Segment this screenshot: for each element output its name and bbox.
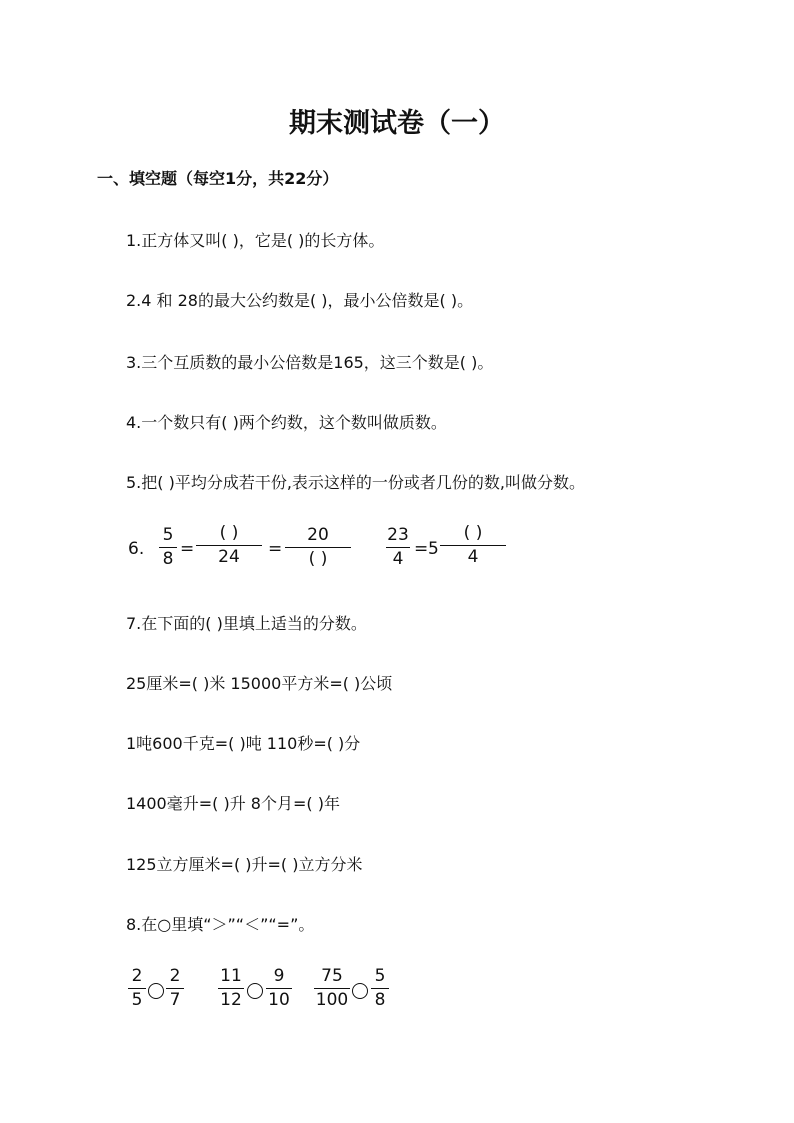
numerator: 2 bbox=[169, 966, 181, 986]
denominator: 12 bbox=[220, 990, 242, 1010]
numerator: 23 bbox=[387, 525, 409, 545]
page-title: 期末测试卷（一） bbox=[289, 108, 505, 139]
denominator: 24 bbox=[218, 547, 240, 567]
fraction-bar bbox=[166, 988, 184, 989]
denominator: 100 bbox=[315, 990, 349, 1010]
numerator: 5 bbox=[162, 525, 174, 545]
whole-number: 5 bbox=[428, 539, 439, 559]
compare-circle-blank[interactable] bbox=[352, 983, 368, 999]
fraction-bar bbox=[218, 988, 244, 989]
question-3: 3.三个互质数的最小公倍数是165，这三个数是( )。 bbox=[126, 353, 494, 372]
question-4: 4.一个数只有( )两个约数，这个数叫做质数。 bbox=[126, 413, 447, 432]
fraction-bar bbox=[196, 545, 262, 546]
q7-line-4: 125立方厘米=( )升=( )立方分米 bbox=[126, 855, 363, 874]
q6-fraction-1 bbox=[159, 527, 177, 568]
equals-sign: = bbox=[268, 539, 283, 559]
q7-line-1: 25厘米=( )米 15000平方米=( )公顷 bbox=[126, 674, 393, 693]
denominator: 4 bbox=[392, 549, 404, 569]
fraction-bar bbox=[285, 547, 351, 548]
numerator: 9 bbox=[273, 966, 285, 986]
fraction-bar bbox=[440, 545, 506, 546]
q6-fraction-3 bbox=[285, 527, 351, 568]
numerator-blank: ( ) bbox=[219, 523, 239, 543]
compare-fraction-right bbox=[371, 968, 389, 1009]
denominator: 8 bbox=[374, 990, 386, 1010]
fraction-bar bbox=[371, 988, 389, 989]
q6-fraction-5 bbox=[440, 525, 506, 566]
fraction-bar bbox=[159, 547, 177, 548]
compare-fraction-left bbox=[218, 968, 244, 1009]
denominator: 4 bbox=[467, 547, 479, 567]
q7-line-3: 1400毫升=( )升 8个月=( )年 bbox=[126, 794, 340, 813]
fraction-bar bbox=[386, 547, 410, 548]
compare-fraction-right bbox=[266, 968, 292, 1009]
numerator: 20 bbox=[307, 525, 329, 545]
numerator: 75 bbox=[321, 966, 343, 986]
denominator-blank: ( ) bbox=[308, 549, 328, 569]
denominator: 8 bbox=[162, 549, 174, 569]
q6-fraction-4 bbox=[386, 527, 410, 568]
fraction-bar bbox=[314, 988, 350, 989]
equals-sign: = bbox=[414, 539, 429, 559]
numerator: 5 bbox=[374, 966, 386, 986]
section-heading: 一、填空题（每空1分，共22分） bbox=[97, 169, 339, 188]
question-1: 1.正方体又叫( )，它是( )的长方体。 bbox=[126, 231, 385, 250]
q6-fraction-2 bbox=[196, 525, 262, 566]
compare-fraction-left bbox=[128, 968, 146, 1009]
compare-circle-blank[interactable] bbox=[148, 983, 164, 999]
numerator: 2 bbox=[131, 966, 143, 986]
fraction-bar bbox=[128, 988, 146, 989]
compare-fraction-right bbox=[166, 968, 184, 1009]
denominator: 7 bbox=[169, 990, 181, 1010]
q7-line-2: 1吨600千克=( )吨 110秒=( )分 bbox=[126, 734, 361, 753]
compare-fraction-left bbox=[314, 968, 350, 1009]
question-2: 2.4 和 28的最大公约数是( )，最小公倍数是( )。 bbox=[126, 291, 474, 310]
question-5: 5.把( )平均分成若干份,表示这样的一份或者几份的数,叫做分数。 bbox=[126, 473, 586, 492]
denominator: 5 bbox=[131, 990, 143, 1010]
question-7: 7.在下面的( )里填上适当的分数。 bbox=[126, 614, 367, 633]
question-8: 8.在○里填“＞”“＜”“=”。 bbox=[126, 915, 315, 934]
equals-sign: = bbox=[180, 539, 195, 559]
q6-label: 6. bbox=[128, 539, 145, 559]
numerator-blank: ( ) bbox=[463, 523, 483, 543]
denominator: 10 bbox=[268, 990, 290, 1010]
numerator: 11 bbox=[220, 966, 242, 986]
compare-circle-blank[interactable] bbox=[247, 983, 263, 999]
fraction-bar bbox=[266, 988, 292, 989]
